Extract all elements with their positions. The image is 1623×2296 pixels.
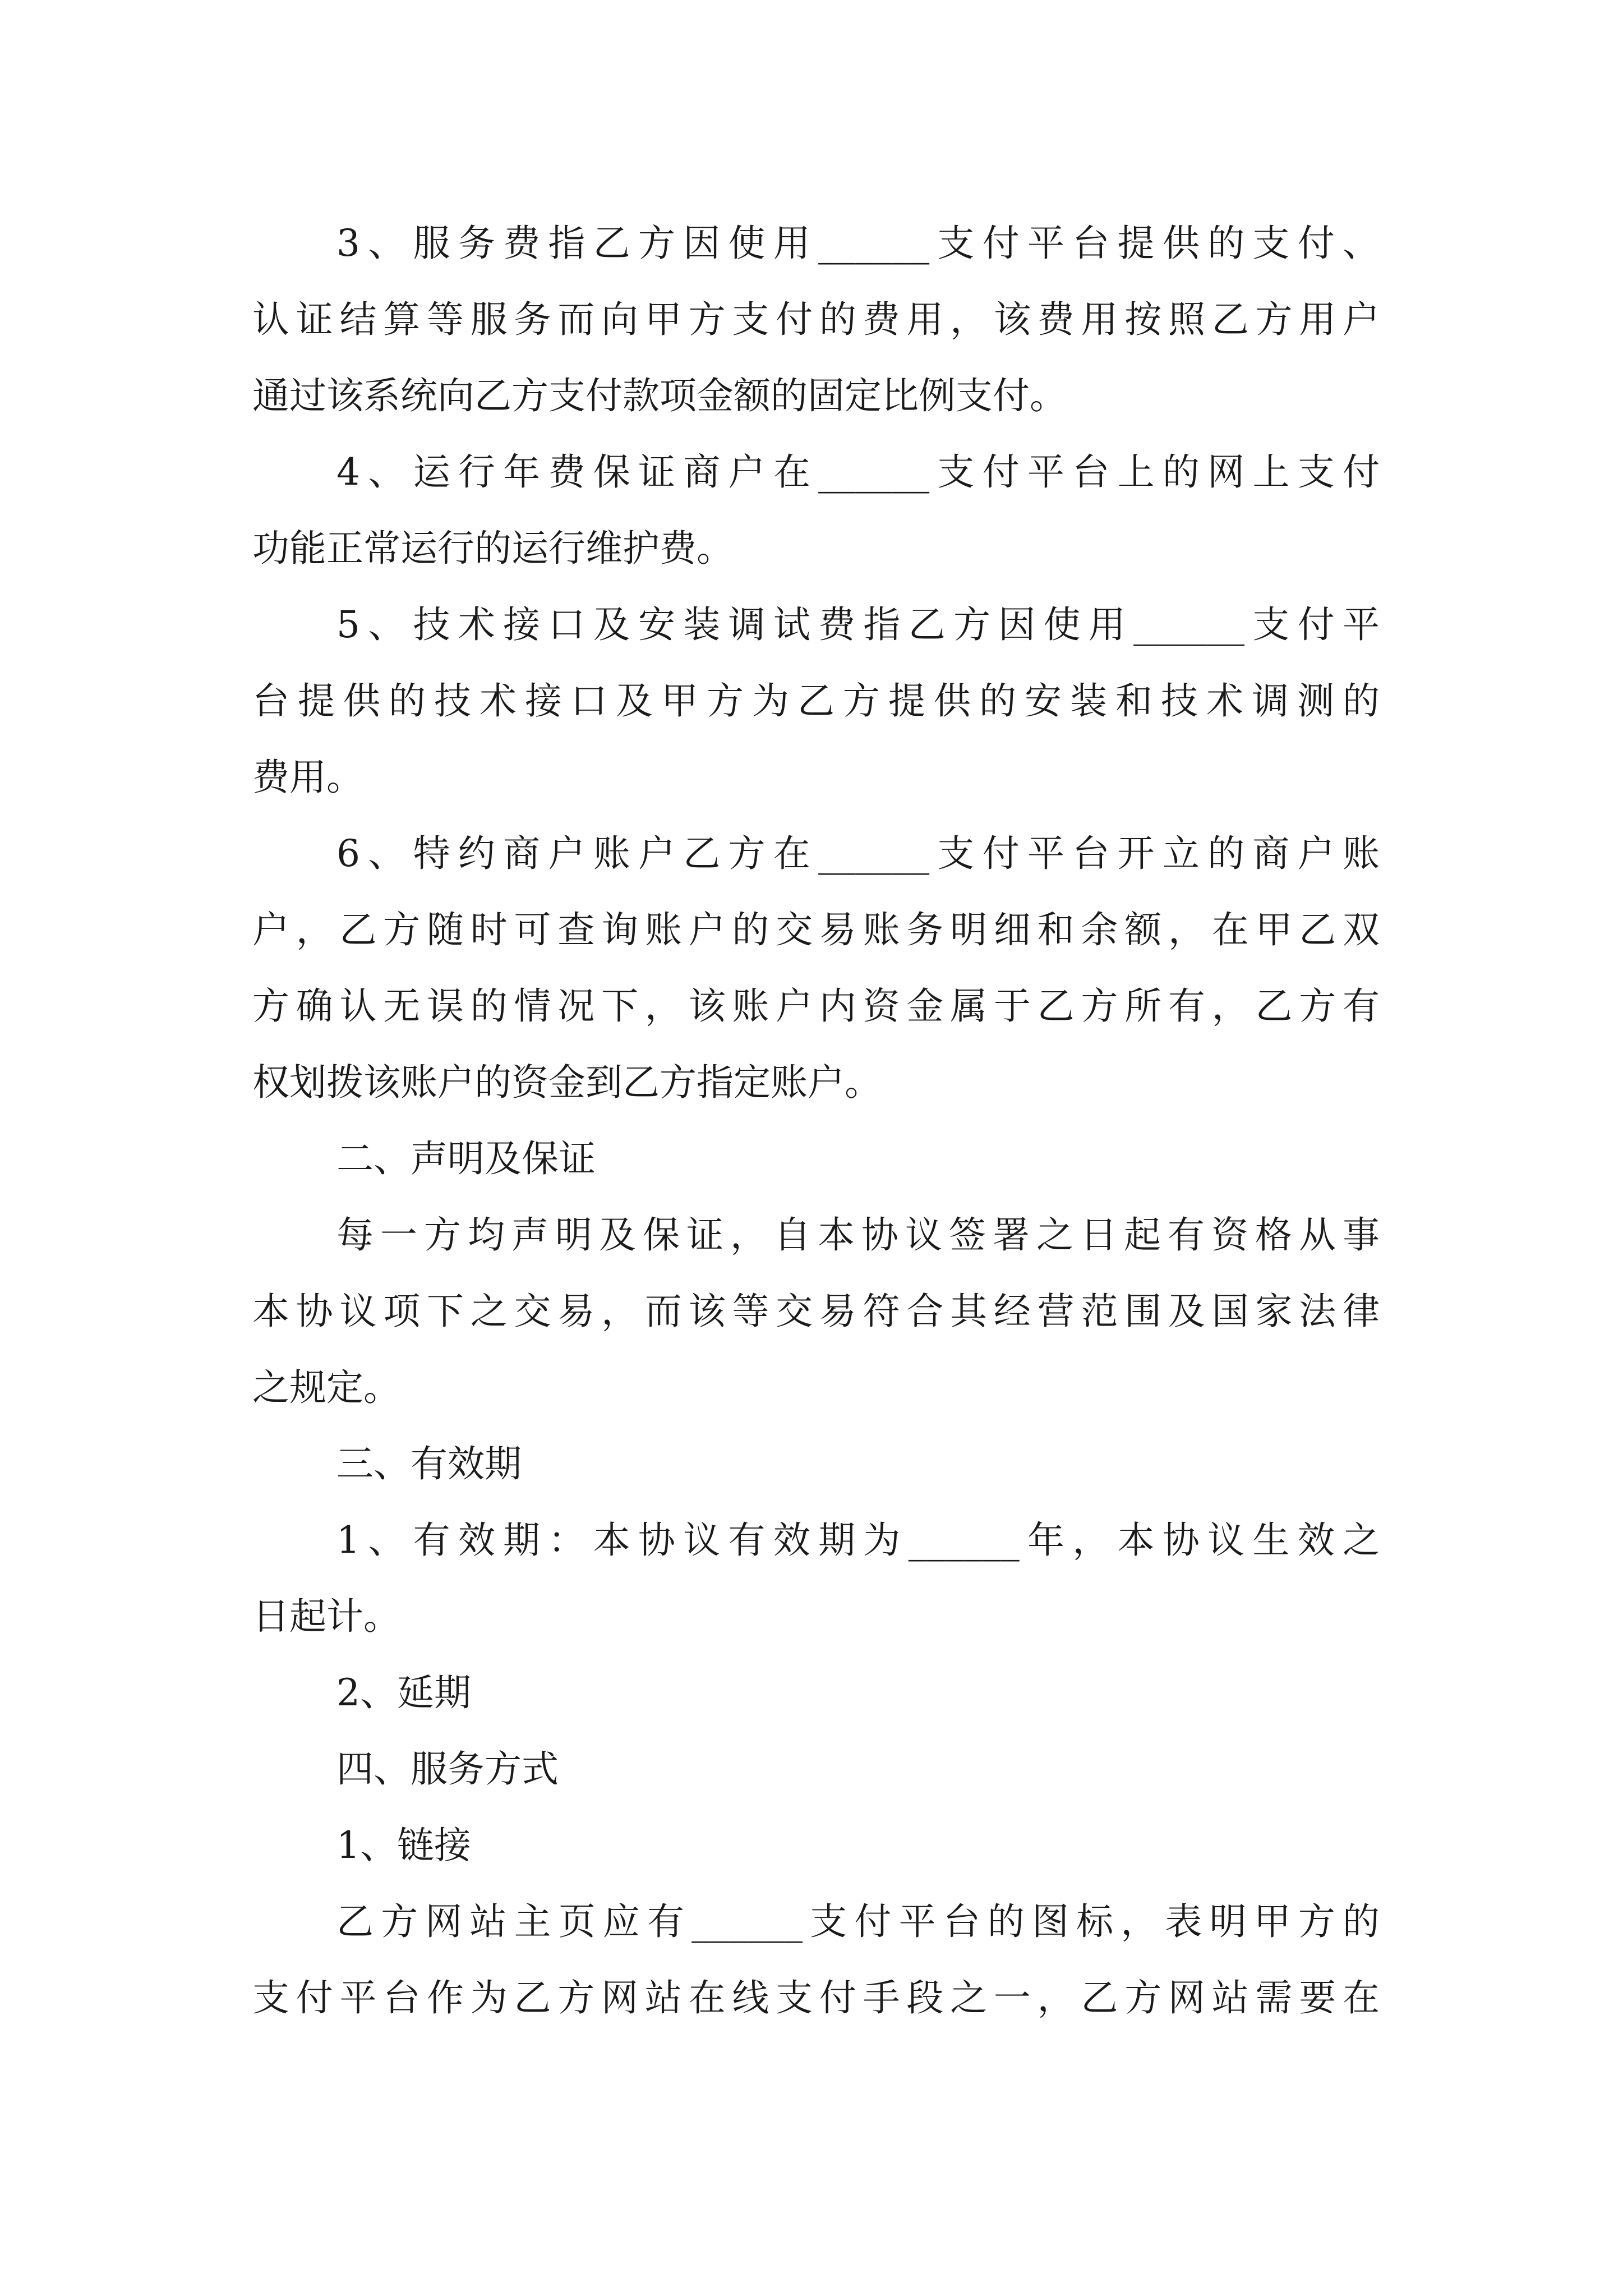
clause-5-line-3: 费用。 (252, 756, 363, 799)
section-2-line-3: 之规定。 (252, 1366, 400, 1409)
clause-3-line-2: 认证结算等服务而向甲方支付的费用，该费用按照乙方用户 (252, 298, 1380, 341)
section-3-clause-1-line-1: 1、有效期：本协议有效期为______年，本协议生效之 (336, 1519, 1380, 1562)
section-2-line-1: 每一方均声明及保证，自本协议签署之日起有资格从事 (336, 1213, 1380, 1257)
clause-6-line-1: 6、特约商户账户乙方在______支付平台开立的商户账 (336, 832, 1380, 875)
section-2-line-2: 本协议项下之交易，而该等交易符合其经营范围及国家法律 (252, 1290, 1380, 1333)
section-3-heading: 三、有效期 (336, 1442, 522, 1485)
clause-3-line-1: 3、服务费指乙方因使用______支付平台提供的支付、 (336, 222, 1380, 265)
clause-6-line-3: 方确认无误的情况下，该账户内资金属于乙方所有，乙方有 (252, 984, 1380, 1028)
clause-4-line-2: 功能正常运行的运行维护费。 (252, 527, 734, 570)
section-4-line-1: 乙方网站主页应有______支付平台的图标，表明甲方的 (336, 1900, 1380, 1943)
section-3-clause-1-line-2: 日起计。 (252, 1595, 400, 1638)
clause-5-line-1: 5、技术接口及安装调试费指乙方因使用______支付平 (336, 603, 1380, 646)
section-4-heading: 四、服务方式 (336, 1747, 559, 1791)
clause-3-line-3: 通过该系统向乙方支付款项金额的固定比例支付。 (252, 374, 1067, 417)
section-3-clause-2: 2、延期 (336, 1671, 471, 1714)
section-4-clause-1-heading: 1、链接 (336, 1824, 471, 1867)
clause-6-line-2: 户，乙方随时可查询账户的交易账务明细和余额，在甲乙双 (252, 908, 1380, 951)
section-2-heading: 二、声明及保证 (336, 1137, 596, 1180)
clause-6-line-4: 权划拨该账户的资金到乙方指定账户。 (252, 1061, 882, 1104)
clause-4-line-1: 4、运行年费保证商户在______支付平台上的网上支付 (336, 450, 1380, 494)
clause-5-line-2: 台提供的技术接口及甲方为乙方提供的安装和技术调测的 (252, 679, 1380, 723)
section-4-line-2: 支付平台作为乙方网站在线支付手段之一，乙方网站需要在 (252, 1976, 1380, 2019)
